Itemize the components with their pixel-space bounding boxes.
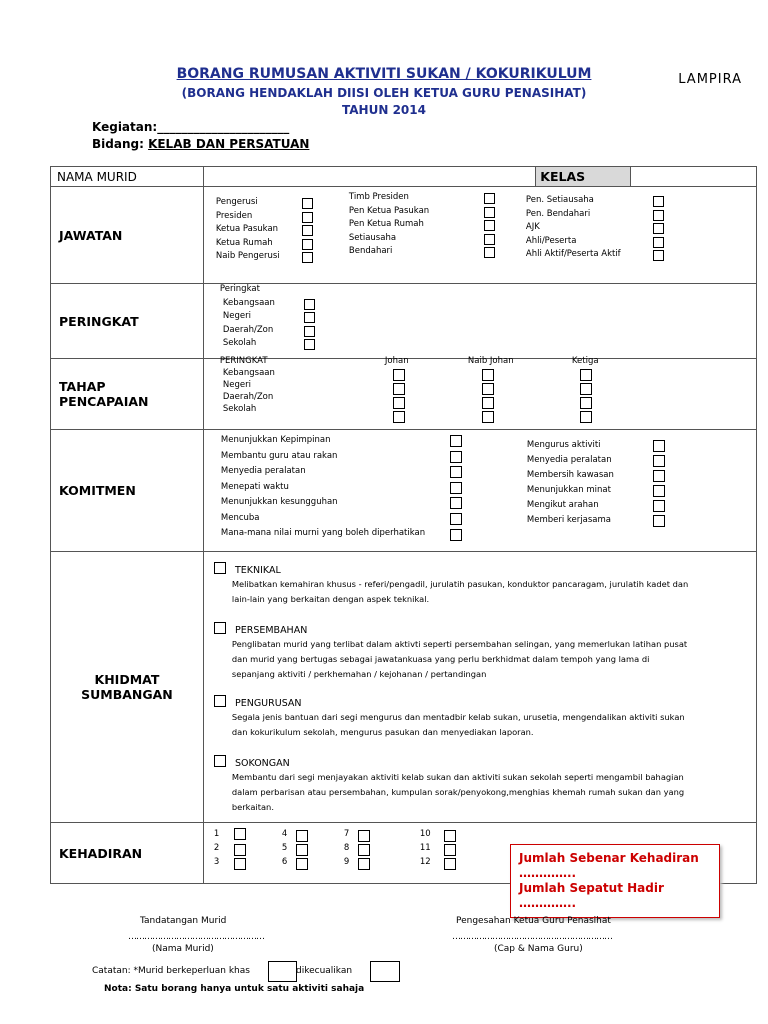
jumlah-sepatut-label: Jumlah Sepatut Hadir — [519, 881, 664, 895]
form-table — [50, 166, 757, 884]
list-item — [221, 449, 471, 465]
option-label: Menunjukkan kesungguhan — [220, 497, 338, 507]
khidmat-sokongan — [214, 751, 714, 815]
option-label: Sekolah — [222, 404, 257, 414]
list-item — [420, 856, 431, 870]
option-label: Sekolah — [222, 338, 257, 348]
checkbox[interactable] — [482, 411, 494, 423]
khidmat-teknikal — [214, 558, 714, 618]
checkbox[interactable] — [304, 312, 315, 323]
kehadiran-grid-3 — [344, 828, 349, 870]
list-item — [344, 828, 349, 842]
option-label: SOKONGAN — [234, 758, 290, 769]
checkbox[interactable] — [653, 210, 664, 221]
kehadiran-grid-2 — [282, 828, 287, 870]
option-label: Menyedia peralatan — [526, 455, 612, 465]
option-label: Ahli/Peserta — [525, 235, 577, 246]
checkbox[interactable] — [484, 193, 495, 204]
list-item — [526, 208, 676, 222]
checkbox[interactable] — [484, 220, 495, 231]
khidmat-label — [51, 552, 204, 823]
checkbox[interactable] — [444, 844, 456, 856]
option-label: Pen Ketua Pasukan — [348, 205, 430, 216]
catatan-box-1[interactable] — [268, 961, 297, 982]
bidang-value: KELAB DAN PERSATUAN — [148, 137, 310, 151]
form-year: TAHUN 2014 — [342, 103, 426, 117]
col-naib-johan: Naib Johan — [467, 356, 514, 366]
list-item — [349, 218, 499, 232]
checkbox[interactable] — [304, 299, 315, 310]
checkbox[interactable] — [214, 695, 226, 707]
desc-line: dalam perbarisan atau persembahan, kumpulan sorak/penyokong,menghias khemah rumah sukan dan yang — [231, 787, 685, 797]
checkbox[interactable] — [450, 466, 462, 478]
checkbox[interactable] — [653, 196, 664, 207]
nama-murid-label: NAMA MURID — [51, 167, 204, 187]
nota-text: Nota: Satu borang hanya untuk satu aktiviti sahaja — [104, 984, 365, 994]
list-item — [216, 223, 326, 237]
jumlah-sebenar-dots[interactable]: ………….. — [519, 866, 577, 880]
komitmen-col2 — [527, 438, 677, 528]
kelas-input[interactable] — [631, 167, 757, 187]
attendance-number: 3 — [213, 857, 220, 867]
checkbox[interactable] — [296, 858, 308, 870]
tahap-heading: PERINGKAT — [219, 356, 268, 366]
dikecualikan-text: dikecualikan — [296, 966, 353, 976]
catatan-text: Catatan: *Murid berkeperluan khas — [92, 966, 250, 976]
checkbox[interactable] — [302, 212, 313, 223]
checkbox[interactable] — [358, 830, 370, 842]
list-item — [282, 856, 287, 870]
jawatan-label: JAWATAN — [51, 187, 204, 284]
option-label: Mencuba — [220, 512, 260, 523]
list-item — [221, 464, 471, 480]
checkbox[interactable] — [304, 339, 315, 350]
checkbox[interactable] — [653, 223, 664, 234]
option-label: Timb Presiden — [348, 192, 409, 202]
option-label: PERSEMBAHAN — [234, 625, 308, 636]
option-label: Pen. Bendahari — [525, 208, 591, 219]
option-label: Kebangsaan — [222, 297, 275, 308]
list-item — [214, 828, 219, 842]
list-item — [526, 194, 676, 208]
ketiga-checkboxes — [580, 369, 592, 423]
attendance-number: 7 — [343, 829, 350, 839]
khidmat-label-line1: KHIDMAT — [94, 672, 160, 687]
option-label: Mengikut arahan — [526, 500, 599, 510]
pengesahan-label: Pengesahan Ketua Guru Penasihat — [456, 916, 611, 926]
attendance-number: 10 — [419, 829, 431, 839]
kehadiran-grid-4 — [420, 828, 431, 870]
option-label: Mana-mana nilai murni yang boleh diperhatikan — [220, 528, 426, 538]
desc-line: sepanjang aktiviti / perkhemahan / kejohanan / pertandingan — [231, 669, 487, 679]
desc-line: dan murid yang bertugas sebagai jawatankuasa yang perlu berkhidmat dalam tempoh yang lama di — [231, 654, 650, 664]
johan-checkboxes — [393, 369, 405, 423]
checkbox[interactable] — [450, 482, 462, 494]
komitmen-label: KOMITMEN — [51, 430, 204, 552]
checkbox[interactable] — [653, 500, 665, 512]
option-label: TEKNIKAL — [234, 565, 281, 576]
list-item — [349, 245, 499, 259]
tahap-label-line2: PENCAPAIAN — [59, 394, 149, 409]
checkbox[interactable] — [302, 252, 313, 263]
list-item — [526, 248, 676, 262]
attendance-number: 5 — [281, 843, 288, 853]
peringkat-cell — [203, 284, 756, 359]
form-subtitle: (BORANG HENDAKLAH DIISI OLEH KETUA GURU PENASIHAT) — [181, 86, 587, 100]
option-label: Pengerusi — [215, 197, 258, 207]
list-item — [344, 856, 349, 870]
col-johan: Johan — [384, 356, 409, 366]
khidmat-persembahan — [214, 618, 714, 691]
desc-line: berkaitan. — [231, 802, 274, 812]
option-label: Naib Pengerusi — [215, 251, 280, 261]
bidang-field — [92, 137, 309, 151]
checkbox[interactable] — [393, 383, 405, 395]
col-ketiga: Ketiga — [571, 356, 599, 366]
checkbox[interactable] — [304, 326, 315, 337]
checkbox[interactable] — [580, 397, 592, 409]
attendance-number: 2 — [213, 843, 220, 853]
checkbox[interactable] — [444, 858, 456, 870]
list-item — [220, 391, 330, 403]
khidmat-items — [214, 558, 714, 815]
checkbox[interactable] — [484, 207, 495, 218]
checkbox[interactable] — [393, 411, 405, 423]
option-label: PENGURUSAN — [234, 698, 302, 709]
signature-line-murid[interactable]: …………………………………………… — [128, 932, 264, 942]
jumlah-sepatut-dots[interactable]: ………….. — [519, 896, 577, 910]
list-item — [220, 297, 330, 311]
option-label: Mengurus aktiviti — [526, 440, 601, 450]
peringkat-list — [220, 283, 330, 351]
list-item — [221, 495, 471, 511]
checkbox[interactable] — [234, 844, 246, 856]
checkbox[interactable] — [484, 234, 495, 245]
list-item — [220, 310, 330, 324]
corner-label: LAMPIRA — [678, 72, 742, 87]
checkbox[interactable] — [214, 562, 226, 574]
option-label: Pen. Setiausaha — [525, 195, 594, 205]
attendance-number: 9 — [343, 857, 350, 867]
khidmat-cell — [203, 552, 756, 823]
checkbox[interactable] — [580, 383, 592, 395]
option-label: Ahli Aktif/Peserta Aktif — [525, 249, 621, 259]
option-label: Bendahari — [348, 246, 393, 256]
kehadiran-grid-1 — [214, 828, 219, 870]
list-item — [344, 842, 349, 856]
list-item — [282, 842, 287, 856]
khidmat-pengurusan — [214, 691, 714, 751]
attendance-number: 12 — [419, 857, 431, 867]
bidang-label: Bidang: — [92, 137, 149, 151]
option-label: Daerah/Zon — [222, 324, 274, 335]
peringkat-heading: Peringkat — [219, 284, 260, 294]
checkbox[interactable] — [482, 383, 494, 395]
attendance-number: 11 — [419, 843, 431, 853]
nama-murid-input[interactable] — [203, 167, 535, 187]
list-item — [527, 498, 677, 513]
checkbox[interactable] — [214, 622, 226, 634]
list-item — [420, 842, 431, 856]
list-item — [282, 828, 287, 842]
option-label: Membantu guru atau rakan — [220, 450, 338, 461]
option-label: AJK — [525, 222, 540, 232]
list-item — [527, 438, 677, 453]
checkbox[interactable] — [214, 755, 226, 767]
option-label: Ketua Rumah — [215, 237, 273, 248]
checkbox[interactable] — [450, 435, 462, 447]
form-title: BORANG RUMUSAN AKTIVITI SUKAN / KOKURIKULUM — [176, 66, 592, 82]
attendance-number: 1 — [213, 829, 220, 839]
list-item — [527, 513, 677, 528]
nama-murid-caption: (Nama Murid) — [152, 944, 214, 954]
list-item — [220, 324, 330, 338]
option-label: Memberi kerjasama — [526, 515, 611, 525]
tahap-label — [51, 359, 204, 430]
khidmat-desc — [232, 770, 714, 815]
option-label: Negeri — [222, 380, 251, 390]
desc-line: Melibatkan kemahiran khusus - referi/pengadil, jurulatih pasukan, konduktor pancaragam, jurulatih kadet dan — [231, 579, 689, 589]
checkbox[interactable] — [484, 247, 495, 258]
jawatan-col1 — [216, 196, 326, 264]
jawatan-col2 — [349, 191, 499, 259]
desc-line: dan kokurikulum sekolah, mengurus pasukan dan menyediakan laporan. — [231, 727, 534, 737]
list-item — [526, 235, 676, 249]
khidmat-desc — [232, 577, 714, 607]
catatan-box-2[interactable] — [370, 961, 400, 982]
option-label: Pen Ketua Rumah — [348, 219, 424, 229]
attendance-number: 4 — [281, 829, 288, 839]
list-item — [221, 480, 471, 496]
option-label: Daerah/Zon — [222, 392, 274, 402]
list-item — [349, 232, 499, 246]
checkbox[interactable] — [234, 858, 246, 870]
list-item — [527, 468, 677, 483]
checkbox[interactable] — [296, 844, 308, 856]
list-item — [220, 337, 330, 351]
option-label: Ketua Pasukan — [215, 224, 279, 234]
option-label: Presiden — [215, 210, 253, 221]
desc-line: lain-lain yang berkaitan dengan aspek teknikal. — [231, 594, 430, 604]
list-item — [220, 379, 330, 391]
list-item — [221, 511, 471, 527]
attendance-number: 6 — [281, 857, 288, 867]
checkbox[interactable] — [450, 529, 462, 541]
list-item — [221, 526, 471, 542]
cap-nama-caption: (Cap & Nama Guru) — [494, 944, 583, 954]
checkbox[interactable] — [482, 397, 494, 409]
checkbox[interactable] — [358, 844, 370, 856]
list-item — [220, 403, 330, 415]
option-label: Menunjukkan minat — [526, 485, 611, 495]
tahap-label-line1: TAHAP — [59, 379, 106, 394]
list-item — [216, 250, 326, 264]
checkbox[interactable] — [302, 198, 313, 209]
signature-line-guru[interactable]: …………………………………………………… — [452, 932, 612, 942]
jawatan-col3 — [526, 194, 676, 262]
khidmat-desc — [232, 637, 714, 682]
option-label: Setiausaha — [348, 232, 397, 243]
list-item — [214, 856, 219, 870]
checkbox[interactable] — [580, 369, 592, 381]
jumlah-box — [510, 844, 720, 918]
list-item — [349, 191, 499, 205]
list-item — [214, 842, 219, 856]
kelas-label: KELAS — [536, 167, 631, 187]
khidmat-label-line2: SUMBANGAN — [81, 687, 173, 702]
list-item — [527, 483, 677, 498]
option-label: Kebangsaan — [222, 368, 275, 378]
jumlah-sebenar-label: Jumlah Sebenar Kehadiran — [519, 851, 699, 865]
komitmen-cell — [203, 430, 756, 552]
checkbox[interactable] — [450, 497, 462, 509]
checkbox[interactable] — [296, 830, 308, 842]
list-item — [527, 453, 677, 468]
checkbox[interactable] — [653, 515, 665, 527]
checkbox[interactable] — [580, 411, 592, 423]
checkbox[interactable] — [393, 397, 405, 409]
attendance-number: 8 — [343, 843, 350, 853]
tahap-list — [220, 355, 330, 415]
checkbox[interactable] — [653, 470, 665, 482]
komitmen-col1 — [221, 433, 471, 542]
tahap-cell — [203, 356, 756, 430]
desc-line: Segala jenis bantuan dari segi mengurus dan mentadbir kelab sukan, urusetia, mengendalikan aktiviti sukan — [231, 712, 685, 722]
checkbox[interactable] — [450, 513, 462, 525]
desc-line: Membantu dari segi menjayakan aktiviti kelab sukan dan aktiviti sukan sekolah seperti mengambil bahagian — [231, 772, 684, 782]
list-item — [221, 433, 471, 449]
jawatan-cell — [203, 187, 756, 284]
checkbox[interactable] — [450, 451, 462, 463]
naib-johan-checkboxes — [482, 369, 494, 423]
option-label: Menunjukkan Kepimpinan — [220, 435, 331, 445]
option-label: Menepati waktu — [220, 481, 289, 492]
checkbox[interactable] — [393, 369, 405, 381]
list-item — [526, 221, 676, 235]
checkbox[interactable] — [302, 225, 313, 236]
kehadiran-label: KEHADIRAN — [51, 823, 204, 884]
option-label: Menyedia peralatan — [220, 466, 306, 476]
checkbox[interactable] — [653, 440, 665, 452]
option-label: Membersih kawasan — [526, 470, 614, 480]
list-item — [216, 210, 326, 224]
checkbox[interactable] — [358, 858, 370, 870]
desc-line: Penglibatan murid yang terlibat dalam aktivti seperti persembahan selingan, yang memerlukan latihan pusat — [231, 639, 688, 649]
list-item — [349, 205, 499, 219]
list-item — [216, 237, 326, 251]
checkbox[interactable] — [234, 828, 246, 840]
checkbox[interactable] — [653, 485, 665, 497]
checkbox[interactable] — [444, 830, 456, 842]
checkbox[interactable] — [653, 455, 665, 467]
khidmat-desc — [232, 710, 714, 740]
option-label: Negeri — [222, 311, 251, 321]
checkbox[interactable] — [302, 239, 313, 250]
checkbox[interactable] — [482, 369, 494, 381]
list-item — [420, 828, 431, 842]
list-item — [220, 367, 330, 379]
kegiatan-field[interactable]: Kegiatan:______________________ — [92, 120, 290, 134]
tandatangan-label: Tandatangan Murid — [140, 916, 227, 926]
list-item — [216, 196, 326, 210]
checkbox[interactable] — [653, 237, 664, 248]
checkbox[interactable] — [653, 250, 664, 261]
peringkat-label: PERINGKAT — [51, 284, 204, 359]
